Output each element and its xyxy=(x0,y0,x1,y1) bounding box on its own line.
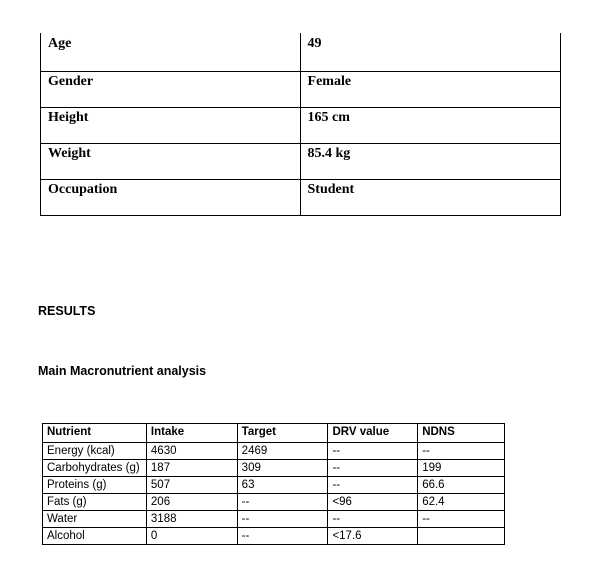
profile-value-occupation: Student xyxy=(300,179,560,215)
table-row xyxy=(43,528,505,545)
table-cell: 206 xyxy=(146,494,237,511)
table-cell: Energy (kcal) xyxy=(43,443,147,460)
profile-label-occupation: Occupation xyxy=(41,179,301,215)
table-cell: Proteins (g) xyxy=(43,477,147,494)
table-cell: Alcohol xyxy=(43,528,147,545)
macronutrient-heading: Main Macronutrient analysis xyxy=(38,364,207,378)
table-cell: Fats (g) xyxy=(43,494,147,511)
table-row xyxy=(43,477,505,494)
table-row xyxy=(43,443,505,460)
table-cell: 62.4 xyxy=(418,494,505,511)
table-header-row xyxy=(43,424,505,443)
table-row xyxy=(41,107,561,143)
column-header-target: Target xyxy=(237,424,328,443)
table-cell xyxy=(418,528,505,545)
profile-value-gender: Female xyxy=(300,71,560,107)
table-cell: -- xyxy=(328,511,418,528)
table-cell: -- xyxy=(237,528,328,545)
table-cell: 66.6 xyxy=(418,477,505,494)
column-header-drv-value: DRV value xyxy=(328,424,418,443)
table-cell: 4630 xyxy=(146,443,237,460)
table-row xyxy=(43,511,505,528)
table-cell: <96 xyxy=(328,494,418,511)
table-cell: <17.6 xyxy=(328,528,418,545)
table-cell: Water xyxy=(43,511,147,528)
table-cell: -- xyxy=(328,460,418,477)
table-row xyxy=(41,143,561,179)
table-cell: -- xyxy=(237,494,328,511)
table-cell: 0 xyxy=(146,528,237,545)
table-row xyxy=(43,460,505,477)
table-row xyxy=(41,71,561,107)
profile-label-weight: Weight xyxy=(41,143,301,179)
profile-label-gender: Gender xyxy=(41,71,301,107)
column-header-ndns: NDNS xyxy=(418,424,505,443)
column-header-nutrient: Nutrient xyxy=(43,424,147,443)
table-row xyxy=(43,494,505,511)
table-cell: -- xyxy=(328,477,418,494)
table-cell: 2469 xyxy=(237,443,328,460)
column-header-intake: Intake xyxy=(146,424,237,443)
table-cell: -- xyxy=(237,511,328,528)
nutrient-table xyxy=(42,423,505,545)
results-heading: RESULTS xyxy=(38,304,96,318)
table-cell: 507 xyxy=(146,477,237,494)
profile-value-age: 49 xyxy=(300,33,560,71)
profile-value-weight: 85.4 kg xyxy=(300,143,560,179)
table-cell: 3188 xyxy=(146,511,237,528)
table-cell: Carbohydrates (g) xyxy=(43,460,147,477)
table-cell: 63 xyxy=(237,477,328,494)
table-row xyxy=(41,33,561,71)
table-cell: 199 xyxy=(418,460,505,477)
table-cell: -- xyxy=(328,443,418,460)
profile-value-height: 165 cm xyxy=(300,107,560,143)
profile-table xyxy=(40,33,561,216)
table-row xyxy=(41,179,561,215)
profile-label-height: Height xyxy=(41,107,301,143)
table-cell: 187 xyxy=(146,460,237,477)
profile-label-age: Age xyxy=(41,33,301,71)
table-cell: -- xyxy=(418,443,505,460)
table-cell: 309 xyxy=(237,460,328,477)
table-cell: -- xyxy=(418,511,505,528)
